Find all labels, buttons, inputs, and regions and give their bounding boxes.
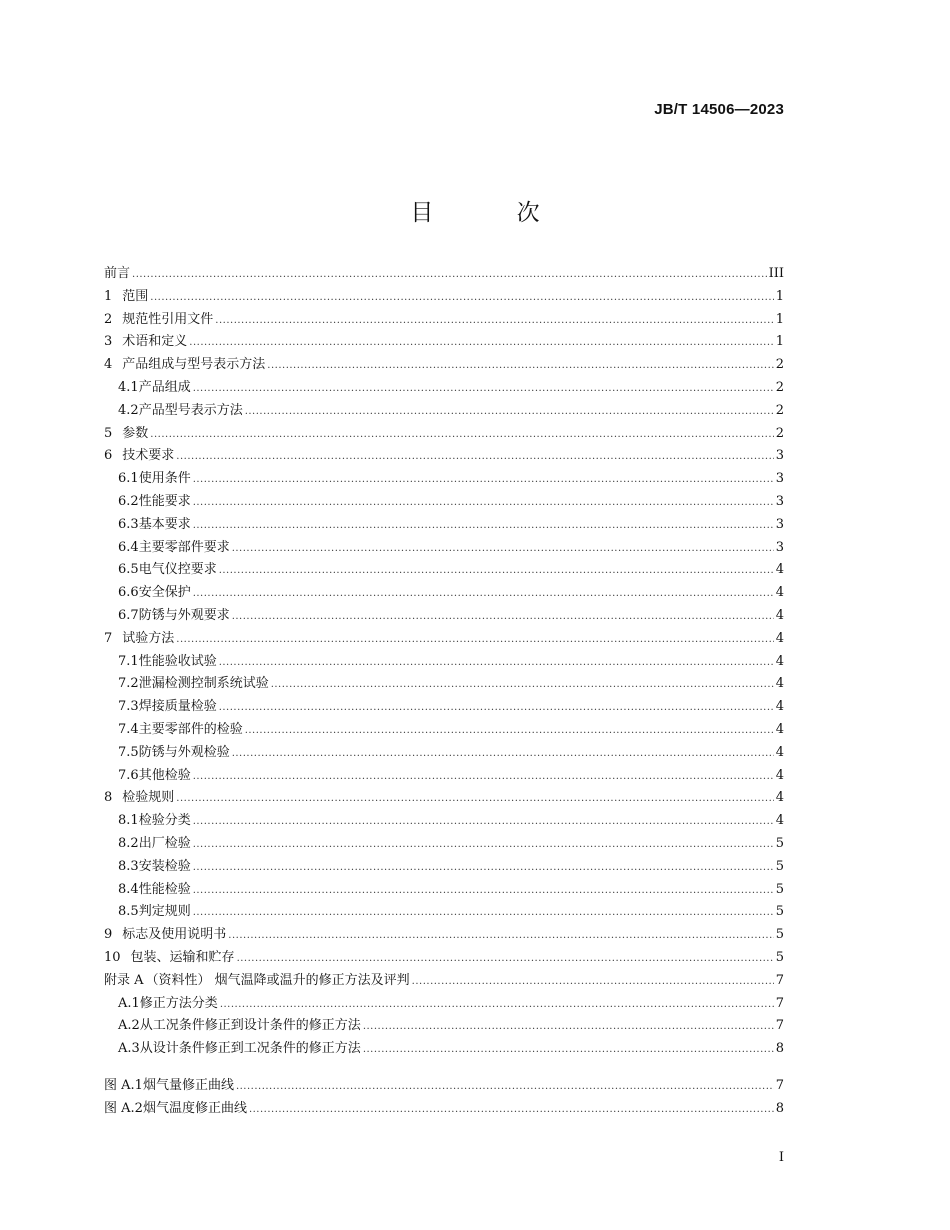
- toc-entry-label: 性能检验: [138, 881, 191, 897]
- dot-leader: [193, 515, 774, 538]
- toc-entry-label: 产品组成与型号表示方法: [122, 357, 266, 373]
- toc-entry-page: 4: [775, 585, 784, 601]
- toc-entry-number: A.1: [118, 995, 140, 1011]
- dot-leader: [150, 424, 773, 447]
- toc-entry-page: 5: [775, 835, 784, 851]
- dot-leader: [236, 1076, 774, 1099]
- figure-entry[interactable]: [104, 1075, 784, 1098]
- toc-entry[interactable]: [104, 514, 784, 537]
- page-number: I: [778, 1150, 784, 1165]
- toc-entry-page: 4: [775, 630, 784, 646]
- dot-leader: [193, 583, 774, 606]
- toc-entry[interactable]: [104, 537, 784, 560]
- toc-entry-page: 1: [775, 334, 784, 350]
- toc-entry-number: 4.1: [118, 379, 139, 395]
- toc-entry-number: 7.1: [118, 653, 139, 669]
- toc-entry-number: 6.6: [118, 585, 139, 601]
- dot-leader: [193, 811, 774, 834]
- toc-entry[interactable]: [104, 309, 784, 332]
- toc-entry-number: 6.7: [118, 607, 139, 623]
- toc-entry[interactable]: [104, 742, 784, 765]
- toc-entry-page: 1: [775, 288, 784, 304]
- toc-entry[interactable]: [104, 400, 784, 423]
- toc-entry-page: 4: [775, 676, 784, 692]
- toc-entry-page: 3: [775, 516, 784, 532]
- toc-entry-number: 4.2: [118, 402, 139, 418]
- toc-entry-number: 附录 A: [104, 972, 144, 988]
- toc-entry[interactable]: [104, 879, 784, 902]
- dot-leader: [232, 743, 774, 766]
- toc-entry-label: 范围: [122, 288, 149, 304]
- toc-entry-number: 1: [104, 288, 113, 304]
- toc-entry[interactable]: [104, 993, 784, 1016]
- toc-entry[interactable]: [104, 377, 784, 400]
- toc-entry-page: 4: [775, 562, 784, 578]
- toc-entry-label: 烟气量修正曲线: [142, 1078, 234, 1093]
- dot-leader: [132, 264, 767, 287]
- toc-entry-label: 电气仪控要求: [138, 562, 217, 578]
- toc-entry-number: 5: [104, 425, 113, 441]
- dot-leader: [237, 948, 774, 971]
- toc-entry-label: 试验方法: [122, 630, 175, 646]
- toc-entry-label: 从工况条件修正到设计条件的修正方法: [139, 1018, 361, 1034]
- toc-entry-page: 1: [775, 311, 784, 327]
- toc-entry-label: （资料性） 烟气温降或温升的修正方法及评判: [145, 972, 410, 988]
- toc-entry-number: 6.3: [118, 516, 139, 532]
- dot-leader: [193, 880, 774, 903]
- standard-code: JB/T 14506—2023: [654, 101, 784, 118]
- toc-entry-page: 4: [775, 790, 784, 806]
- toc-entry-label: 烟气温度修正曲线: [142, 1100, 247, 1116]
- dot-leader: [363, 1016, 774, 1039]
- toc-entry-label: 判定规则: [138, 904, 191, 920]
- toc-entry-label: 规范性引用文件: [122, 311, 214, 327]
- toc-entry[interactable]: [104, 787, 784, 810]
- toc-entry[interactable]: [104, 582, 784, 605]
- table-of-contents: [104, 263, 784, 1061]
- dot-leader: [245, 720, 774, 743]
- toc-entry-number: 8.5: [118, 904, 139, 920]
- toc-entry-label: 性能验收试验: [138, 653, 217, 669]
- dot-leader: [193, 834, 774, 857]
- toc-entry-label: 检验规则: [122, 790, 175, 806]
- toc-entry-number: 8.1: [118, 813, 139, 829]
- toc-entry-number: 8.3: [118, 858, 139, 874]
- toc-entry-number: 6.4: [118, 539, 139, 555]
- toc-entry[interactable]: [104, 331, 784, 354]
- toc-entry[interactable]: [104, 719, 784, 742]
- toc-entry-number: 图 A.2: [104, 1100, 143, 1116]
- toc-entry[interactable]: [104, 1038, 784, 1061]
- toc-entry-page: 3: [775, 448, 784, 464]
- toc-entry[interactable]: [104, 445, 784, 468]
- toc-entry-label: 从设计条件修正到工况条件的修正方法: [139, 1041, 361, 1057]
- dot-leader: [219, 652, 774, 675]
- toc-entry-label: 主要零部件的检验: [138, 721, 243, 737]
- dot-leader: [228, 925, 773, 948]
- dot-leader: [245, 401, 774, 424]
- toc-entry-number: 8.2: [118, 835, 139, 851]
- toc-entry-page: III: [768, 266, 784, 281]
- toc-entry-number: 7: [104, 630, 113, 646]
- dot-leader: [249, 1099, 774, 1122]
- toc-entry-number: 3: [104, 334, 113, 350]
- dot-leader: [176, 788, 773, 811]
- toc-entry-label: 其他检验: [138, 767, 191, 783]
- toc-entry-page: 4: [775, 607, 784, 623]
- toc-entry-number: 6.1: [118, 471, 139, 487]
- toc-entry-page: 4: [775, 744, 784, 760]
- toc-entry[interactable]: [104, 673, 784, 696]
- toc-entry-label: 前言: [104, 266, 131, 281]
- toc-entry[interactable]: [104, 559, 784, 582]
- toc-entry[interactable]: [104, 286, 784, 309]
- toc-entry[interactable]: [104, 423, 784, 446]
- toc-entry[interactable]: [104, 696, 784, 719]
- dot-leader: [189, 332, 773, 355]
- figure-entry[interactable]: [104, 1098, 784, 1121]
- toc-entry-label: 使用条件: [138, 471, 191, 487]
- toc-entry-label: 安装检验: [138, 858, 191, 874]
- toc-entry-page: 5: [775, 949, 784, 965]
- toc-entry-number: 2: [104, 311, 113, 327]
- toc-entry-number: 10: [104, 949, 121, 965]
- dot-leader: [193, 857, 774, 880]
- dot-leader: [220, 994, 774, 1017]
- toc-entry-label: 基本要求: [138, 516, 191, 532]
- dot-leader: [219, 697, 774, 720]
- toc-entry[interactable]: [104, 263, 784, 286]
- toc-entry[interactable]: [104, 856, 784, 879]
- toc-entry-page: 3: [775, 471, 784, 487]
- toc-entry[interactable]: [104, 924, 784, 947]
- toc-entry-label: 防锈与外观要求: [138, 607, 230, 623]
- toc-entry-label: 产品组成: [138, 379, 191, 395]
- toc-entry-page: 8: [775, 1041, 784, 1057]
- toc-entry-label: 焊接质量检验: [138, 699, 217, 715]
- toc-entry[interactable]: [104, 765, 784, 788]
- toc-entry-number: 8.4: [118, 881, 139, 897]
- dot-leader: [363, 1039, 774, 1062]
- dot-leader: [193, 766, 774, 789]
- toc-entry-page: 4: [775, 653, 784, 669]
- toc-entry-page: 2: [775, 357, 784, 373]
- toc-entry[interactable]: [104, 354, 784, 377]
- toc-entry-label: 产品型号表示方法: [138, 402, 243, 418]
- toc-entry[interactable]: [104, 833, 784, 856]
- toc-entry-page: 7: [775, 1078, 784, 1093]
- toc-entry-page: 8: [775, 1100, 784, 1116]
- toc-entry-number: 4: [104, 357, 113, 373]
- toc-entry-number: 6: [104, 448, 113, 464]
- toc-entry-page: 2: [775, 379, 784, 395]
- toc-entry-page: 4: [775, 813, 784, 829]
- dot-leader: [193, 469, 774, 492]
- toc-entry-label: 性能要求: [138, 493, 191, 509]
- toc-entry-label: 包装、运输和贮存: [130, 949, 235, 965]
- toc-entry-number: 6.2: [118, 493, 139, 509]
- toc-entry[interactable]: [104, 468, 784, 491]
- toc-entry-page: 3: [775, 539, 784, 555]
- toc-entry[interactable]: [104, 628, 784, 651]
- toc-entry-number: 图 A.1: [104, 1078, 143, 1093]
- toc-entry-page: 5: [775, 858, 784, 874]
- toc-entry-label: 术语和定义: [122, 334, 188, 350]
- toc-entry-number: A.3: [118, 1041, 140, 1057]
- toc-entry[interactable]: [104, 651, 784, 674]
- dot-leader: [176, 629, 773, 652]
- toc-entry-label: 技术要求: [122, 448, 175, 464]
- dot-leader: [215, 310, 773, 333]
- toc-entry-page: 4: [775, 699, 784, 715]
- toc-entry-page: 5: [775, 904, 784, 920]
- toc-entry-number: 9: [104, 927, 113, 943]
- dot-leader: [219, 560, 774, 583]
- toc-entry-number: 8: [104, 790, 113, 806]
- toc-entry-number: 7.5: [118, 744, 139, 760]
- toc-entry-page: 2: [775, 425, 784, 441]
- toc-entry-number: 7.4: [118, 721, 139, 737]
- toc-entry-number: 7.6: [118, 767, 139, 783]
- toc-entry[interactable]: [104, 1015, 784, 1038]
- toc-entry-label: 主要零部件要求: [138, 539, 230, 555]
- dot-leader: [193, 492, 774, 515]
- toc-entry-number: 7.3: [118, 699, 139, 715]
- toc-entry-label: 检验分类: [138, 813, 191, 829]
- toc-entry[interactable]: [104, 901, 784, 924]
- toc-entry-page: 7: [775, 972, 784, 988]
- toc-entry-page: 7: [775, 1018, 784, 1034]
- dot-leader: [267, 355, 773, 378]
- toc-entry-page: 4: [775, 721, 784, 737]
- toc-entry-page: 7: [775, 995, 784, 1011]
- dot-leader: [150, 287, 773, 310]
- figure-list: [104, 1075, 784, 1121]
- toc-entry-label: 参数: [122, 425, 149, 441]
- toc-entry[interactable]: [104, 605, 784, 628]
- dot-leader: [193, 378, 774, 401]
- toc-entry[interactable]: [104, 970, 784, 993]
- toc-entry[interactable]: [104, 947, 784, 970]
- toc-entry[interactable]: [104, 491, 784, 514]
- toc-entry-label: 修正方法分类: [139, 995, 218, 1011]
- toc-entry-number: A.2: [118, 1018, 140, 1034]
- toc-entry-page: 4: [775, 767, 784, 783]
- toc-entry-label: 泄漏检测控制系统试验: [138, 676, 269, 692]
- dot-leader: [232, 606, 774, 629]
- toc-entry-page: 3: [775, 493, 784, 509]
- toc-entry-label: 标志及使用说明书: [122, 927, 227, 943]
- toc-entry-label: 防锈与外观检验: [138, 744, 230, 760]
- dot-leader: [232, 538, 774, 561]
- toc-entry-label: 安全保护: [138, 585, 191, 601]
- toc-entry-number: 7.2: [118, 676, 139, 692]
- toc-entry-label: 出厂检验: [138, 835, 191, 851]
- toc-entry-page: 5: [775, 881, 784, 897]
- toc-entry[interactable]: [104, 810, 784, 833]
- dot-leader: [412, 971, 774, 994]
- dot-leader: [193, 902, 774, 925]
- toc-entry-number: 6.5: [118, 562, 139, 578]
- dot-leader: [176, 446, 773, 469]
- dot-leader: [271, 674, 774, 697]
- toc-entry-page: 5: [775, 927, 784, 943]
- page-title: 目 次: [410, 200, 578, 226]
- toc-entry-page: 2: [775, 402, 784, 418]
